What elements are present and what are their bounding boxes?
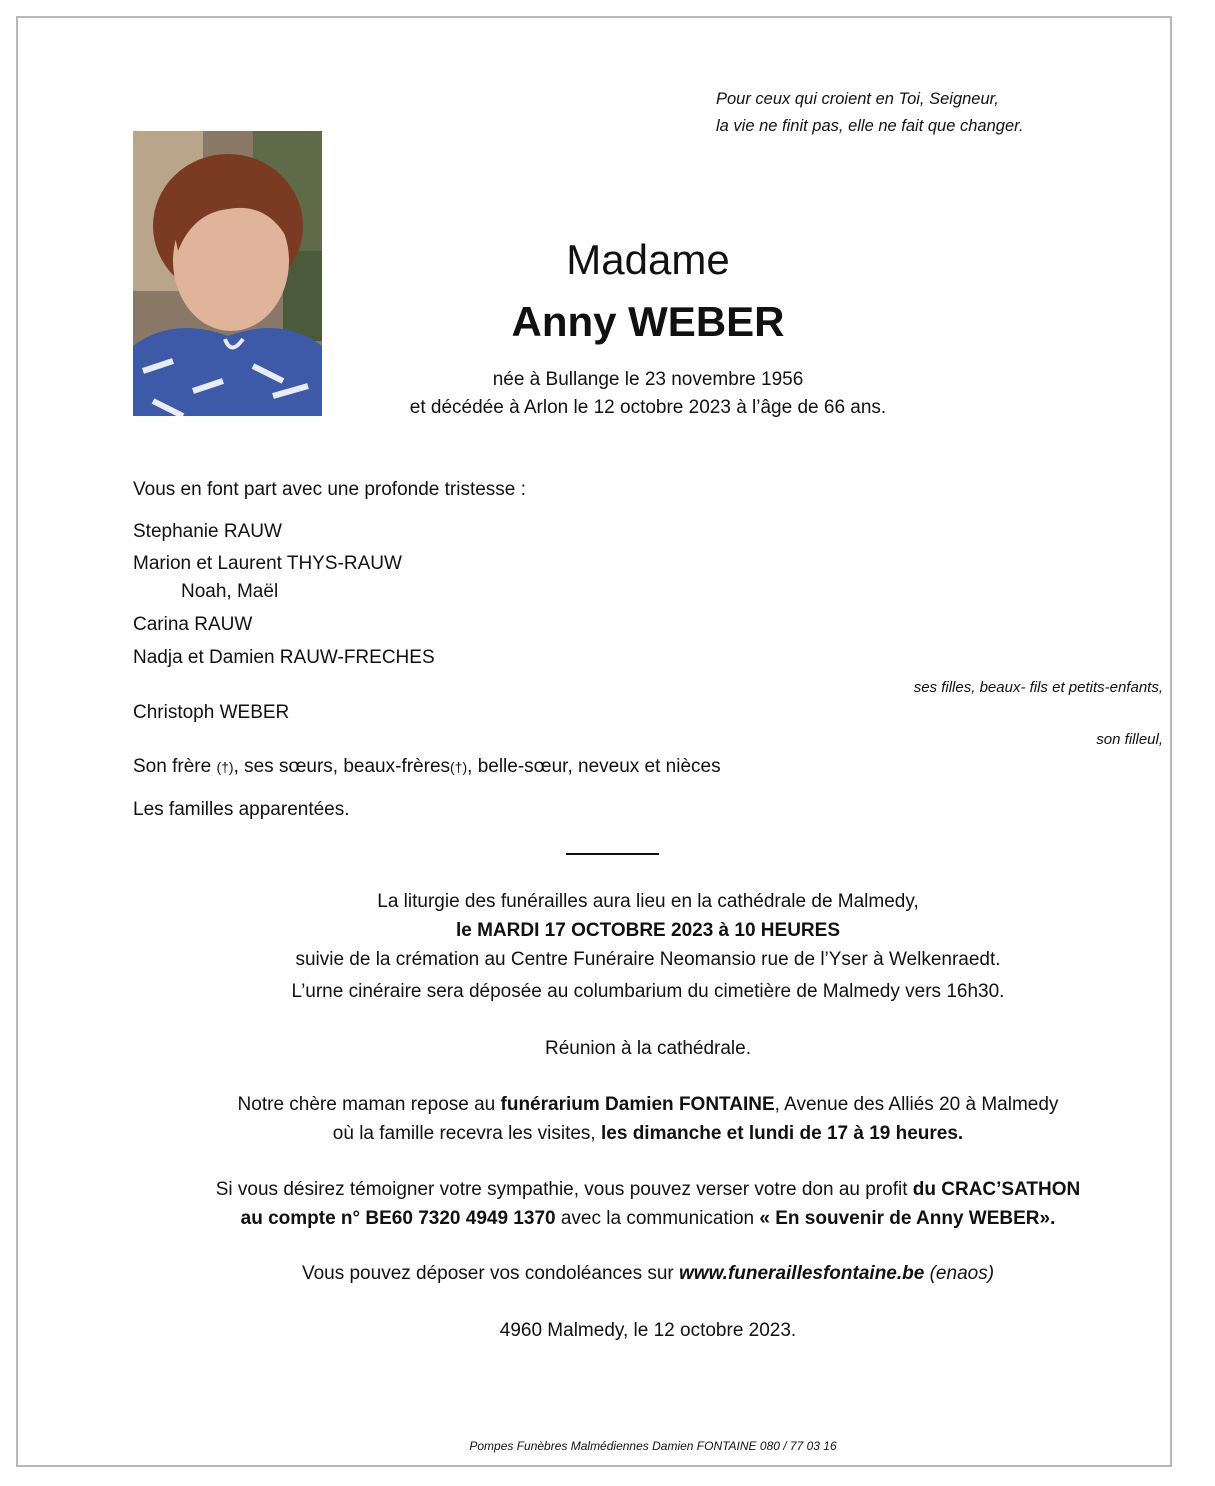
visit-text: Notre chère maman repose au — [237, 1094, 501, 1115]
condolences-text: Vous pouvez déposer vos condoléances sur — [301, 1263, 680, 1284]
family-member: Carina RAUW — [133, 614, 253, 635]
birth-death-info — [0, 366, 1215, 422]
visit-line-1 — [0, 1094, 1215, 1116]
place-date: 4960 Malmedy, le 12 octobre 2023. — [499, 1320, 797, 1341]
ceremony-line-5: Réunion à la cathédrale. — [545, 1038, 751, 1059]
honorific: Madame — [566, 236, 730, 283]
family-member: Stephanie RAUW — [133, 521, 282, 542]
funeral-home-name: funérarium Damien FONTAINE — [500, 1094, 775, 1115]
visit-text: où la famille recevra les visites, — [332, 1123, 601, 1144]
families-line: Les familles apparentées. — [133, 799, 350, 820]
bank-account: au compte n° BE60 7320 4949 1370 — [240, 1208, 556, 1229]
visit-hours: les dimanche et lundi de 17 à 19 heures. — [601, 1123, 964, 1144]
visit-text: , Avenue des Alliés 20 à Malmedy — [774, 1094, 1059, 1115]
siblings-text: , ses sœurs, beaux-frères — [233, 756, 451, 777]
condolences-text: (enaos) — [924, 1263, 995, 1284]
relation-label: ses filles, beaux- fils et petits-enfants, — [913, 679, 1163, 696]
donation-text: avec la communication — [555, 1208, 760, 1229]
family-intro: Vous en font part avec une profonde tristesse : — [133, 479, 526, 500]
website-link[interactable]: www.funeraillesfontaine.be — [679, 1263, 925, 1284]
deceased-name: Anny WEBER — [511, 298, 785, 345]
donation-line-1 — [0, 1179, 1215, 1201]
family-member: Nadja et Damien RAUW-FRECHES — [133, 647, 435, 668]
visit-line-2 — [0, 1123, 1215, 1145]
ceremony-date: le MARDI 17 OCTOBRE 2023 à 10 HEURES — [455, 920, 840, 941]
donation-text: Si vous désirez témoigner votre sympathie, vous pouvez verser votre don au profit — [215, 1179, 913, 1200]
condolences-line — [0, 1263, 1215, 1285]
epigraph-quote — [716, 86, 1024, 140]
dagger: (†) — [216, 759, 234, 775]
siblings-text: Son frère — [133, 756, 217, 777]
quote-line-1: Pour ceux qui croient en Toi, Seigneur, — [716, 90, 999, 108]
siblings-line — [133, 756, 721, 778]
dagger: (†) — [450, 759, 468, 775]
donation-line-2 — [0, 1208, 1215, 1230]
family-member: Marion et Laurent THYS-RAUW — [133, 553, 402, 574]
ceremony-line-1: La liturgie des funérailles aura lieu en la cathédrale de Malmedy, — [377, 891, 919, 912]
siblings-text: , belle-sœur, neveux et nièces — [467, 756, 721, 777]
donation-communication: « En souvenir de Anny WEBER». — [759, 1208, 1056, 1229]
ceremony-line-4: L’urne cinéraire sera déposée au columbarium du cimetière de Malmedy vers 16h30. — [291, 981, 1005, 1002]
family-member: Noah, Maël — [181, 581, 279, 602]
quote-line-2: la vie ne finit pas, elle ne fait que changer. — [716, 117, 1024, 135]
separator-line — [566, 853, 659, 855]
ceremony-line-3: suivie de la crémation au Centre Funéraire Neomansio rue de l’Yser à Welkenraedt. — [295, 949, 1001, 970]
death-line: et décédée à Arlon le 12 octobre 2023 à l’âge de 66 ans. — [409, 397, 887, 418]
footer-funeral-director: Pompes Funèbres Malmédiennes Damien FONTAINE 080 / 77 03 16 — [469, 1439, 837, 1453]
relation-label: son filleul, — [1096, 731, 1163, 748]
family-member: Christoph WEBER — [133, 702, 290, 723]
donation-beneficiary: du CRAC’SATHON — [912, 1179, 1081, 1200]
birth-line: née à Bullange le 23 novembre 1956 — [492, 369, 804, 390]
